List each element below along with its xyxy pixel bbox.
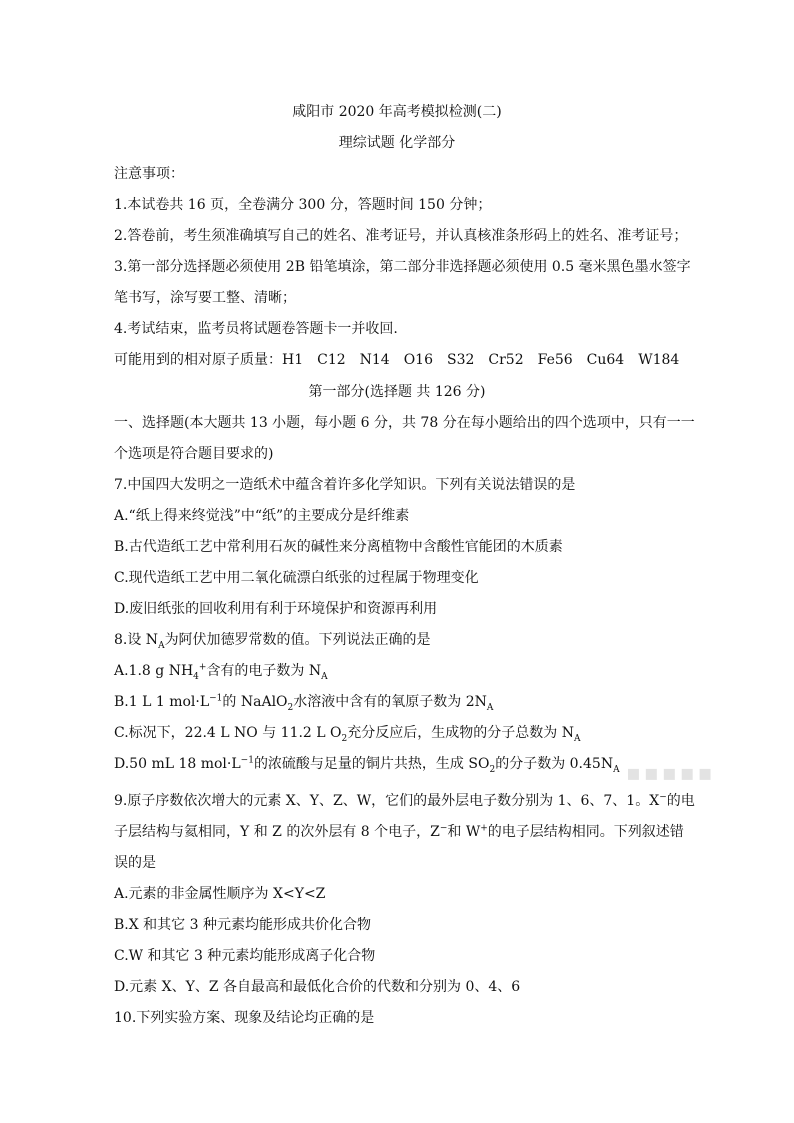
part1-instruction-2: 个选项是符合题目要求的) <box>114 446 274 462</box>
q7-option-d: D.废旧纸张的回收利用有利于环境保护和资源再利用 <box>114 601 438 617</box>
notice-item-3-cont: 笔书写，涂写要工整、清晰； <box>114 290 296 306</box>
q7-option-a: A.“纸上得来终觉浅”中“纸”的主要成分是纤维素 <box>114 508 410 524</box>
exam-title: 咸阳市 2020 年高考模拟检测(二) <box>292 104 502 120</box>
q8-option-b: B.1 L 1 $mol\cdot L^{-1}$的 NaAlO$_2$水溶液中含有的氧原子数为 $2N_A$ <box>114 693 494 713</box>
q8-option-a: A.1.8 g $NH_4^+$含有的电子数为 $N_A$ <box>114 662 328 682</box>
atomic-masses: 可能用到的相对原子质量：H1 C12 N14 O16 S32 Cr52 Fe56 Cu64 W184 <box>114 352 680 368</box>
notice-item-4: 4.考试结束，监考员将试题卷答题卡一并收回. <box>114 321 398 337</box>
part1-instruction-1: 一、选择题(本大题共 13 小题，每小题 6 分，共 78 分在每小题给出的四个选项中，只有一一 <box>114 415 695 431</box>
notice-item-3: 3.第一部分选择题必须使用 2B 铅笔填涂，第二部分非选择题必须使用 0.5 毫米黑色墨水签字 <box>114 259 691 275</box>
part1-title: 第一部分(选择题 共 126 分) <box>308 384 486 400</box>
notice-item-1: 1.本试卷共 16 页，全卷满分 300 分，答题时间 150 分钟； <box>114 197 492 213</box>
q7-option-c: C.现代造纸工艺中用二氧化硫漂白纸张的过程属于物理变化 <box>114 570 479 586</box>
q9-stem-line-1: 9.原子序数依次增大的元素 X、Y、Z、W，它们的最外层电子数分别为 1、6、7、1。X−的电 <box>114 792 695 809</box>
q7-option-b: B.古代造纸工艺中常利用石灰的碱性来分离植物中含酸性官能团的木质素 <box>114 539 563 555</box>
exam-subtitle: 理综试题 化学部分 <box>338 135 456 151</box>
q9-stem-line-3: 误的是 <box>114 855 156 871</box>
q7-stem: 7.中国四大发明之一造纸术中蕴含着许多化学知识。下列有关说法错误的是 <box>114 477 576 493</box>
notice-heading: 注意事项： <box>114 166 184 182</box>
faint-watermark: ▪▪▪▪▪ <box>626 761 716 786</box>
q10-stem: 10.下列实验方案、现象及结论均正确的是 <box>114 1010 375 1026</box>
q8-option-d: D.50 mL 18 $mol\cdot L^{-1}$的浓硫酸与足量的铜片共热，生成 $SO_2$的分子数为 $0.45N_A$ <box>114 755 620 775</box>
q9-option-c: C.W 和其它 3 种元素均能形成离子化合物 <box>114 948 376 964</box>
q9-option-a: A.元素的非金属性顺序为 X<Y<Z <box>114 886 326 902</box>
q8-option-c: C.标况下，22.4 L NO 与 11.2 L $O_2$充分反应后，生成物的分子总数为 $N_A$ <box>114 725 581 744</box>
q9-option-d: D.元素 X、Y、Z 各自最高和最低化合价的代数和分别为 0、4、6 <box>114 979 521 995</box>
notice-item-2: 2.答卷前，考生须准确填写自己的姓名、准考证号，并认真核准条形码上的姓名、准考证号； <box>114 228 688 244</box>
q9-option-b: B.X 和其它 3 种元素均能形成共价化合物 <box>114 917 371 933</box>
q9-stem-line-2: 子层结构与氦相同，Y 和 Z 的次外层有 8 个电子，Z−和 W+的电子层结构相同。下列叙述错 <box>114 823 684 840</box>
q8-stem: 8.设 $N_A$为阿伏加德罗常数的值。下列说法正确的是 <box>114 632 431 651</box>
